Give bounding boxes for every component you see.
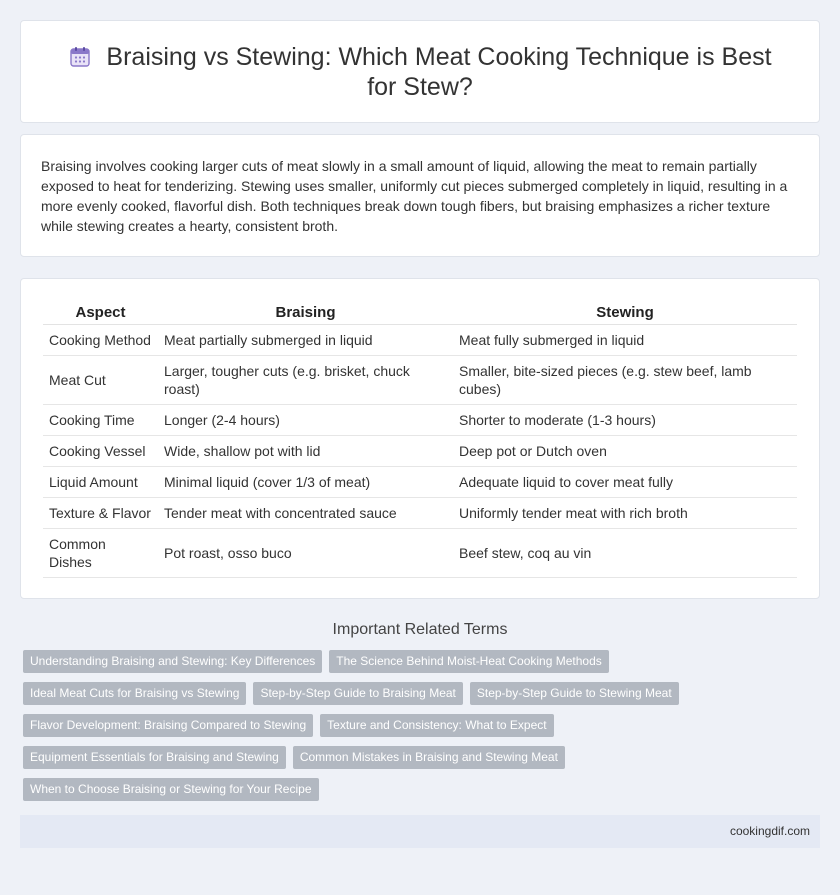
cell-braising: Minimal liquid (cover 1/3 of meat) <box>158 467 453 498</box>
related-term-link[interactable]: The Science Behind Moist-Heat Cooking Methods <box>329 650 608 673</box>
cell-aspect: Liquid Amount <box>43 467 158 498</box>
cell-braising: Meat partially submerged in liquid <box>158 325 453 356</box>
related-term-link[interactable]: Equipment Essentials for Braising and Stewing <box>23 746 286 769</box>
header-aspect: Aspect <box>43 299 158 325</box>
related-term-link[interactable]: Texture and Consistency: What to Expect <box>320 714 553 737</box>
table-row <box>43 467 797 498</box>
related-term-link[interactable]: Common Mistakes in Braising and Stewing Meat <box>293 746 565 769</box>
cell-braising: Wide, shallow pot with lid <box>158 436 453 467</box>
cell-aspect: Common Dishes <box>43 529 158 578</box>
cell-aspect: Cooking Time <box>43 405 158 436</box>
related-term-link[interactable]: Step-by-Step Guide to Braising Meat <box>253 682 462 705</box>
table-row <box>43 356 797 405</box>
table-row <box>43 436 797 467</box>
related-term-link[interactable]: Flavor Development: Braising Compared to Stewing <box>23 714 313 737</box>
cell-aspect: Cooking Vessel <box>43 436 158 467</box>
cell-aspect: Texture & Flavor <box>43 498 158 529</box>
table-row <box>43 498 797 529</box>
cell-braising: Longer (2-4 hours) <box>158 405 453 436</box>
comparison-card <box>20 278 820 599</box>
header-braising: Braising <box>158 299 453 325</box>
cell-stewing: Uniformly tender meat with rich broth <box>453 498 797 529</box>
cell-braising: Pot roast, osso buco <box>158 529 453 578</box>
related-term-link[interactable]: Step-by-Step Guide to Stewing Meat <box>470 682 679 705</box>
cell-aspect: Meat Cut <box>43 356 158 405</box>
title-card <box>20 20 820 123</box>
cell-aspect: Cooking Method <box>43 325 158 356</box>
table-row <box>43 405 797 436</box>
table-row <box>43 325 797 356</box>
footer-site-link[interactable]: cookingdif.com <box>729 824 810 838</box>
page-title <box>61 42 779 102</box>
table-header-row <box>43 299 797 325</box>
page-title-text: Braising vs Stewing: Which Meat Cooking Technique is Best for Stew? <box>106 42 772 101</box>
related-term-link[interactable]: Ideal Meat Cuts for Braising vs Stewing <box>23 682 246 705</box>
cell-braising: Larger, tougher cuts (e.g. brisket, chuck roast) <box>158 356 453 405</box>
footer <box>20 815 820 848</box>
cell-stewing: Beef stew, coq au vin <box>453 529 797 578</box>
cell-stewing: Shorter to moderate (1-3 hours) <box>453 405 797 436</box>
intro-text: Braising involves cooking larger cuts of meat slowly in a small amount of liquid, allowing the meat to remain partially exposed to heat for tenderizing. Stewing uses smaller, uniformly cut pieces submerged completely in liquid, resulting in a more evenly cooked, flavorful dish. Both techniques break down tough fibers, but braising emphasizes a richer texture while stewing creates a hearty, consistent broth. <box>41 158 788 234</box>
table-row <box>43 529 797 578</box>
cell-braising: Tender meat with concentrated sauce <box>158 498 453 529</box>
calendar-icon <box>68 45 92 69</box>
cell-stewing: Meat fully submerged in liquid <box>453 325 797 356</box>
intro-card <box>20 134 820 257</box>
related-term-link[interactable]: Understanding Braising and Stewing: Key Differences <box>23 650 322 673</box>
header-stewing: Stewing <box>453 299 797 325</box>
cell-stewing: Adequate liquid to cover meat fully <box>453 467 797 498</box>
related-terms-list <box>20 650 820 801</box>
cell-stewing: Smaller, bite-sized pieces (e.g. stew beef, lamb cubes) <box>453 356 797 405</box>
comparison-table <box>43 299 797 578</box>
related-terms-heading: Important Related Terms <box>332 621 508 638</box>
cell-stewing: Deep pot or Dutch oven <box>453 436 797 467</box>
related-term-link[interactable]: When to Choose Braising or Stewing for Your Recipe <box>23 778 319 801</box>
